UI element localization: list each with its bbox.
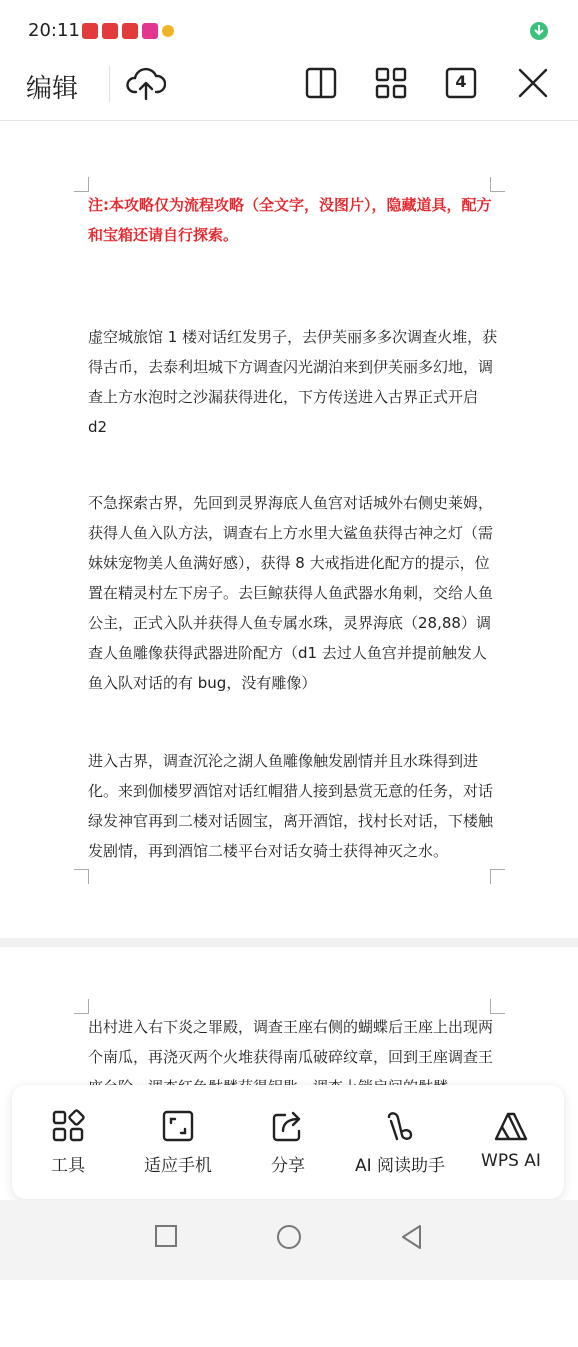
paragraph: 不急探索古界，先回到灵界海底人鱼宫对话城外右侧史莱姆，获得人鱼入队方法，调查右上方水里大鲨鱼获得古神之灯（需妹妹宠物美人鱼满好感），获得 8 大戒指进化配方的提示，位置在精灵村左下房子。去巨鲸获得人鱼武器水角刺，交给人鱼公主，正式入队并获得人鱼专属水珠，灵界海底（28,88）调查人鱼雕像获得武器进阶配方（d1 去过人鱼宫并提前触发人鱼入队对话的有 bug，没有雕像） — [88, 494, 494, 692]
top-toolbar — [0, 60, 578, 121]
fit-phone-button[interactable] — [136, 1109, 220, 1176]
download-icon — [530, 22, 548, 40]
toolbar-divider — [109, 66, 110, 102]
app-notification-icon — [122, 23, 138, 39]
status-time: 20:11 — [28, 20, 80, 41]
app-notification-icon — [102, 23, 118, 39]
paragraph: 出村进入右下炎之罪殿，调查王座右侧的蝴蝶后王座上出现两个南瓜，再浇灭两个火堆获得南瓜破碎纹章，回到王座调查王 — [88, 1018, 494, 1066]
page-count-button[interactable] — [444, 66, 480, 102]
paragraph: 虚空城旅馆 1 楼对话红发男子，去伊芙丽多多次调查火堆，获得古币，去泰利坦城下方调查闪光湖泊来到伊芙丽多幻地，调查上方水泡时之沙漏获得进化，下方传送进入古界正式开启 d2 — [88, 328, 498, 436]
fit-phone-label: 适应手机 — [144, 1156, 212, 1176]
tools-button[interactable] — [30, 1109, 106, 1176]
page-count-label: 4 — [455, 72, 467, 91]
app-notification-icon — [82, 23, 98, 39]
page-margin-marker — [74, 999, 89, 1014]
note-paragraph: 注:本攻略仅为流程攻略（全文字，没图片），隐藏道具，配方和宝箱还请自行探索。 — [88, 196, 492, 244]
share-button[interactable] — [250, 1109, 326, 1176]
ai-reader-label: AI 阅读助手 — [354, 1156, 446, 1176]
app-notification-icon — [162, 25, 174, 37]
split-view-icon[interactable] — [304, 66, 340, 102]
status-bar — [0, 0, 578, 60]
paragraph: 进入古界，调查沉沦之湖人鱼雕像触发剧情并且水珠得到进化。来到伽楼罗酒馆对话红帽猎人接到悬赏无意的任务，对话绿发神官再到二楼对话圆宝，离开酒馆，找村长对话，下楼触发剧情，再到酒馆二楼平台对话女骑士获得神灭之水。 — [88, 752, 494, 860]
notification-icons — [82, 23, 174, 39]
grid-view-icon[interactable] — [374, 66, 410, 102]
home-icon[interactable] — [276, 1224, 302, 1254]
bottom-action-bar — [12, 1085, 564, 1199]
recent-apps-icon[interactable] — [154, 1224, 178, 1252]
page-margin-marker — [74, 177, 89, 192]
share-label: 分享 — [271, 1156, 305, 1176]
ai-reader-icon — [383, 1109, 417, 1143]
edit-button[interactable]: 编辑 — [26, 74, 79, 104]
document-page — [0, 121, 578, 938]
tools-icon — [51, 1109, 85, 1143]
tools-label: 工具 — [51, 1156, 85, 1176]
cloud-upload-icon[interactable] — [126, 66, 162, 102]
app-notification-icon — [142, 23, 158, 39]
wps-ai-icon — [493, 1109, 529, 1143]
wps-ai-label: WPS AI — [481, 1151, 541, 1171]
wps-ai-button[interactable] — [474, 1109, 548, 1171]
system-nav-bar — [0, 1200, 578, 1280]
close-icon[interactable] — [516, 66, 552, 102]
share-icon — [271, 1109, 305, 1143]
page-margin-marker — [74, 869, 89, 884]
fit-screen-icon — [161, 1109, 195, 1143]
back-icon[interactable] — [400, 1224, 424, 1254]
page-margin-marker — [490, 869, 505, 884]
ai-reader-button[interactable] — [348, 1109, 452, 1176]
